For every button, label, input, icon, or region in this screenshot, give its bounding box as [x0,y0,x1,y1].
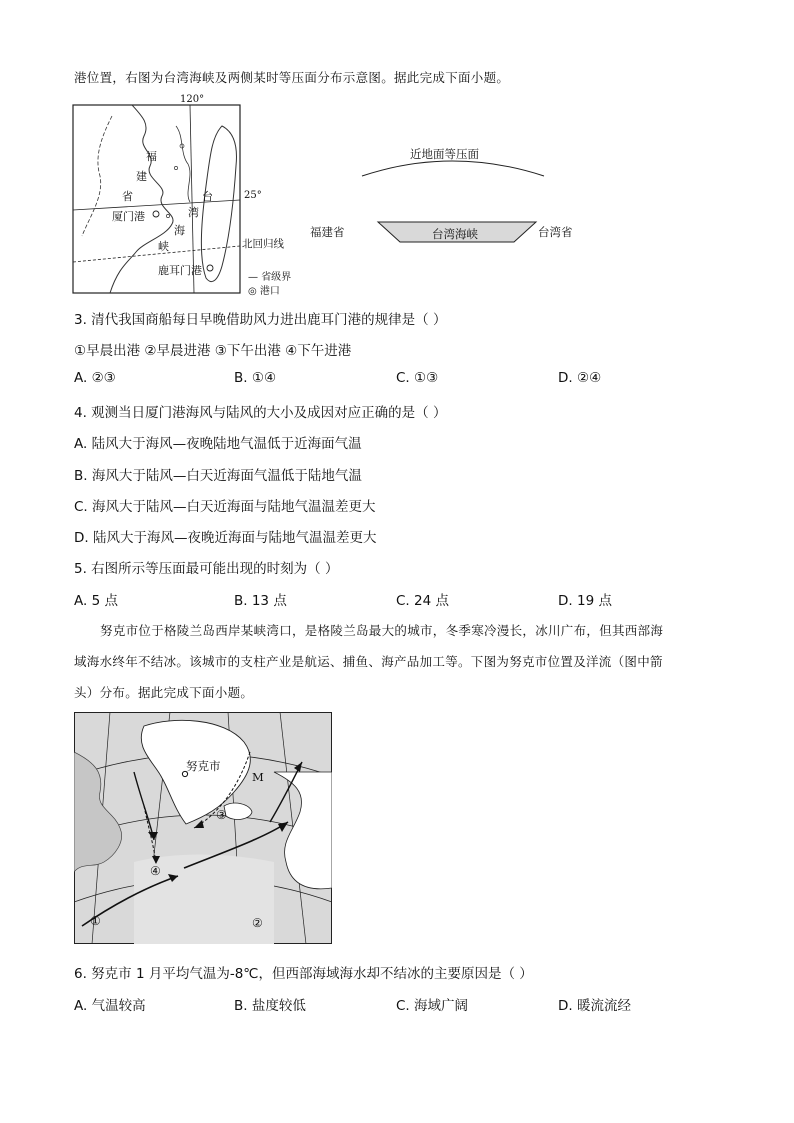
q5-option-a[interactable]: A. 5 点 [74,593,118,609]
strait-char-2: 湾 [188,206,199,219]
greenland-currents-map [74,712,332,944]
q4-option-d[interactable]: D. 陆风大于海风—夜晚近海面与陆地气温温差更大 [74,530,377,546]
q3-option-c[interactable]: C. ①③ [396,370,439,386]
taiwan-label: 台湾省 [538,225,573,239]
strait-char-4: 峡 [158,240,169,253]
fujian-char-3: 省 [122,190,133,203]
m-label: M [252,770,264,784]
q4-option-a[interactable]: A. 陆风大于海风—夜晚陆地气温低于近海面气温 [74,436,362,452]
lat-label: 25° [244,190,262,201]
strait-char-3: 海 [174,224,185,237]
currents-graphic [74,712,332,944]
strait-char-1: 台 [202,190,213,203]
q6-option-d[interactable]: D. 暖流流经 [558,998,631,1014]
q3-option-b[interactable]: B. ①④ [234,370,277,386]
xiamen-port-label: 厦门港 [112,210,145,223]
q5-option-c[interactable]: C. 24 点 [396,593,449,609]
current-4-label: ④ [150,864,161,878]
port-icon: ◎ [248,286,257,297]
lon-label: 120° [180,94,205,105]
current-2-label: ② [252,916,263,930]
q6-option-c[interactable]: C. 海域广阔 [396,998,469,1014]
isobar-diagram [300,140,600,250]
fujian-label: 福建省 [310,225,345,239]
taiwan-strait-map [72,94,292,297]
q4-option-b[interactable]: B. 海风大于陆风—白天近海面气温低于陆地气温 [74,468,362,484]
current-3-label: ③ [216,808,227,822]
q3-stem: 3. 清代我国商船每日早晚借助风力进出鹿耳门港的规律是（ ） [74,312,447,328]
q3-option-d[interactable]: D. ②④ [558,370,602,386]
isobar-label: 近地面等压面 [410,147,479,161]
intro-text-1: 港位置，右图为台湾海峡及两侧某时等压面分布示意图。据此完成下面小题。 [74,70,510,85]
intro-text-2-line-3: 头）分布。据此完成下面小题。 [74,685,254,700]
q5-stem: 5. 右图所示等压面最可能出现的时刻为（ ） [74,561,339,577]
strait-label: 台湾海峡 [432,227,478,241]
legend-port-text: 港口 [259,286,280,297]
q3-option-a[interactable]: A. ②③ [74,370,116,386]
q4-option-c[interactable]: C. 海风大于陆风—白天近海面与陆地气温温差更大 [74,499,376,515]
legend-border: — 省级界 [248,272,292,283]
nuuk-label: 努克市 [186,759,221,773]
q5-option-b[interactable]: B. 13 点 [234,593,287,609]
tropic-label: 北回归线 [242,238,284,250]
fujian-char-1: 福 [146,150,157,163]
q3-statements: ①早晨出港 ②早晨进港 ③下午出港 ④下午进港 [74,343,352,359]
q5-option-d[interactable]: D. 19 点 [558,593,612,609]
intro-text-2-line-1: 努克市位于格陵兰岛西岸某峡湾口，是格陵兰岛最大的城市，冬季寒冷漫长，冰川广布，但其西部海 [100,623,664,638]
q4-stem: 4. 观测当日厦门港海风与陆风的大小及成因对应正确的是（ ） [74,405,447,421]
q6-option-b[interactable]: B. 盐度较低 [234,998,306,1014]
q6-stem: 6. 努克市 1 月平均气温为-8℃，但西部海域海水却不结冰的主要原因是（ ） [74,966,533,982]
legend-port [248,282,280,297]
q6-option-a[interactable]: A. 气温较高 [74,998,146,1014]
current-1-label: ① [90,914,101,928]
fujian-char-2: 建 [136,170,147,183]
legend-border-text: 省级界 [261,272,292,283]
lugang-port-label: 鹿耳门港 [158,264,202,277]
intro-text-2-line-2: 域海水终年不结冰。该城市的支柱产业是航运、捕鱼、海产品加工等。下图为努克市位置及洋流（图中箭 [74,654,663,669]
